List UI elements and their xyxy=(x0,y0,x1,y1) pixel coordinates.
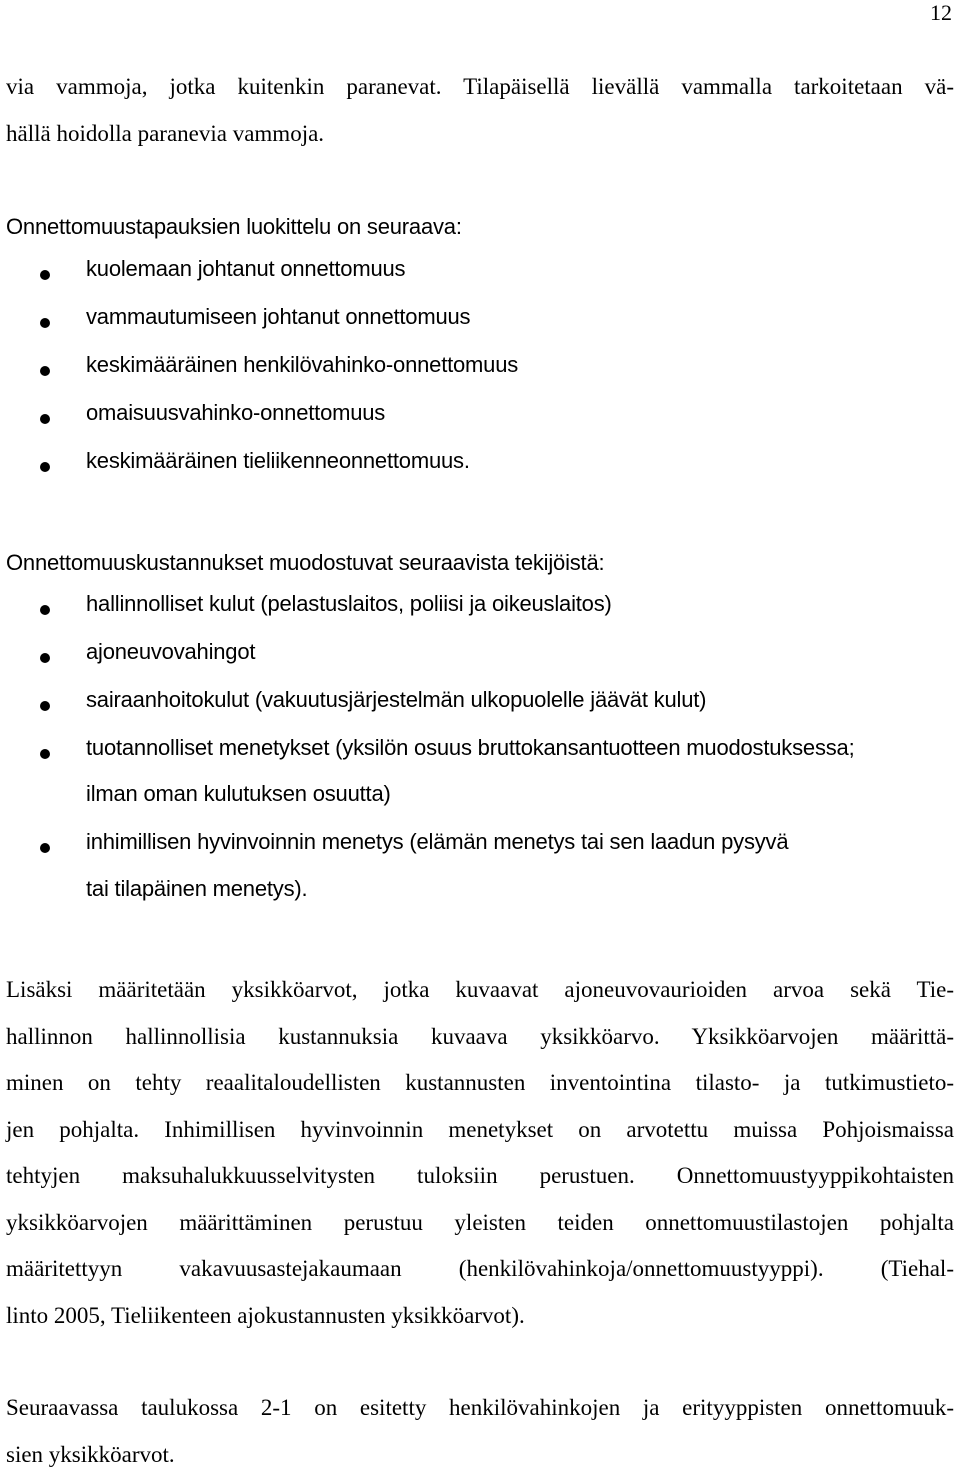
paragraph-line: tehtyjen maksuhalukkuusselvitysten tuloksiin perustuen. Onnettomuustyyppikohtaisten xyxy=(6,1153,954,1200)
paragraph-line: jen pohjalta. Inhimillisen hyvinvoinnin menetykset on arvotettu muissa Pohjoismaissa xyxy=(6,1107,954,1154)
list-item-text: omaisuusvahinko-onnettomuus xyxy=(86,400,385,426)
paragraph-1 xyxy=(6,64,954,157)
paragraph-line: yksikköarvojen määrittäminen perustuu yleisten teiden onnettomuustilastojen pohjalta xyxy=(6,1200,954,1247)
page-number: 12 xyxy=(930,0,952,26)
list-item-text: inhimillisen hyvinvoinnin menetys (elämän menetys tai sen laadun pysyvä xyxy=(86,829,788,855)
paragraph-line: via vammoja, jotka kuitenkin paranevat. Tilapäisellä lievällä vammalla tarkoitetaan vä- xyxy=(6,64,954,111)
paragraph-line: hällä hoidolla paranevia vammoja. xyxy=(6,111,954,158)
bullet-icon xyxy=(40,366,50,376)
paragraph-2 xyxy=(6,967,954,1339)
list-item-text: tuotannolliset menetykset (yksilön osuus bruttokansantuotteen muodostuksessa; xyxy=(86,735,855,761)
list-item-text: keskimääräinen henkilövahinko-onnettomuus xyxy=(86,352,518,378)
paragraph-line: linto 2005, Tieliikenteen ajokustannusten yksikköarvot). xyxy=(6,1293,954,1340)
bullet-icon xyxy=(40,318,50,328)
list-item-text: vammautumiseen johtanut onnettomuus xyxy=(86,304,470,330)
list-item-text: ajoneuvovahingot xyxy=(86,639,255,665)
list-item-text-continued: tai tilapäinen menetys). xyxy=(86,876,307,902)
paragraph-3 xyxy=(6,1385,954,1478)
paragraph-line: Lisäksi määritetään yksikköarvot, jotka kuvaavat ajoneuvovaurioiden arvoa sekä Tie- xyxy=(6,967,954,1014)
bullet-icon xyxy=(40,843,50,853)
list-item-text: sairaanhoitokulut (vakuutusjärjestelmän ulkopuolelle jäävät kulut) xyxy=(86,687,706,713)
paragraph-line: sien yksikköarvot. xyxy=(6,1432,954,1478)
list-item-text: keskimääräinen tieliikenneonnettomuus. xyxy=(86,448,470,474)
costs-intro: Onnettomuuskustannukset muodostuvat seuraavista tekijöistä: xyxy=(6,543,604,583)
classification-intro: Onnettomuustapauksien luokittelu on seuraava: xyxy=(6,207,462,247)
bullet-icon xyxy=(40,605,50,615)
bullet-icon xyxy=(40,701,50,711)
paragraph-line: hallinnon hallinnollisia kustannuksia kuvaava yksikköarvo. Yksikköarvojen määrittä- xyxy=(6,1014,954,1061)
bullet-icon xyxy=(40,462,50,472)
paragraph-line: minen on tehty reaalitaloudellisten kustannusten inventointina tilasto- ja tutkimustieto- xyxy=(6,1060,954,1107)
list-item-text: kuolemaan johtanut onnettomuus xyxy=(86,256,405,282)
list-item-text: hallinnolliset kulut (pelastuslaitos, poliisi ja oikeuslaitos) xyxy=(86,591,612,617)
bullet-icon xyxy=(40,414,50,424)
paragraph-line: Seuraavassa taulukossa 2-1 on esitetty henkilövahinkojen ja erityyppisten onnettomuuk- xyxy=(6,1385,954,1432)
paragraph-line: määritettyyn vakavuusastejakaumaan (henkilövahinkoja/onnettomuustyyppi). (Tiehal- xyxy=(6,1246,954,1293)
bullet-icon xyxy=(40,653,50,663)
bullet-icon xyxy=(40,270,50,280)
list-item-text-continued: ilman oman kulutuksen osuutta) xyxy=(86,781,391,807)
bullet-icon xyxy=(40,749,50,759)
